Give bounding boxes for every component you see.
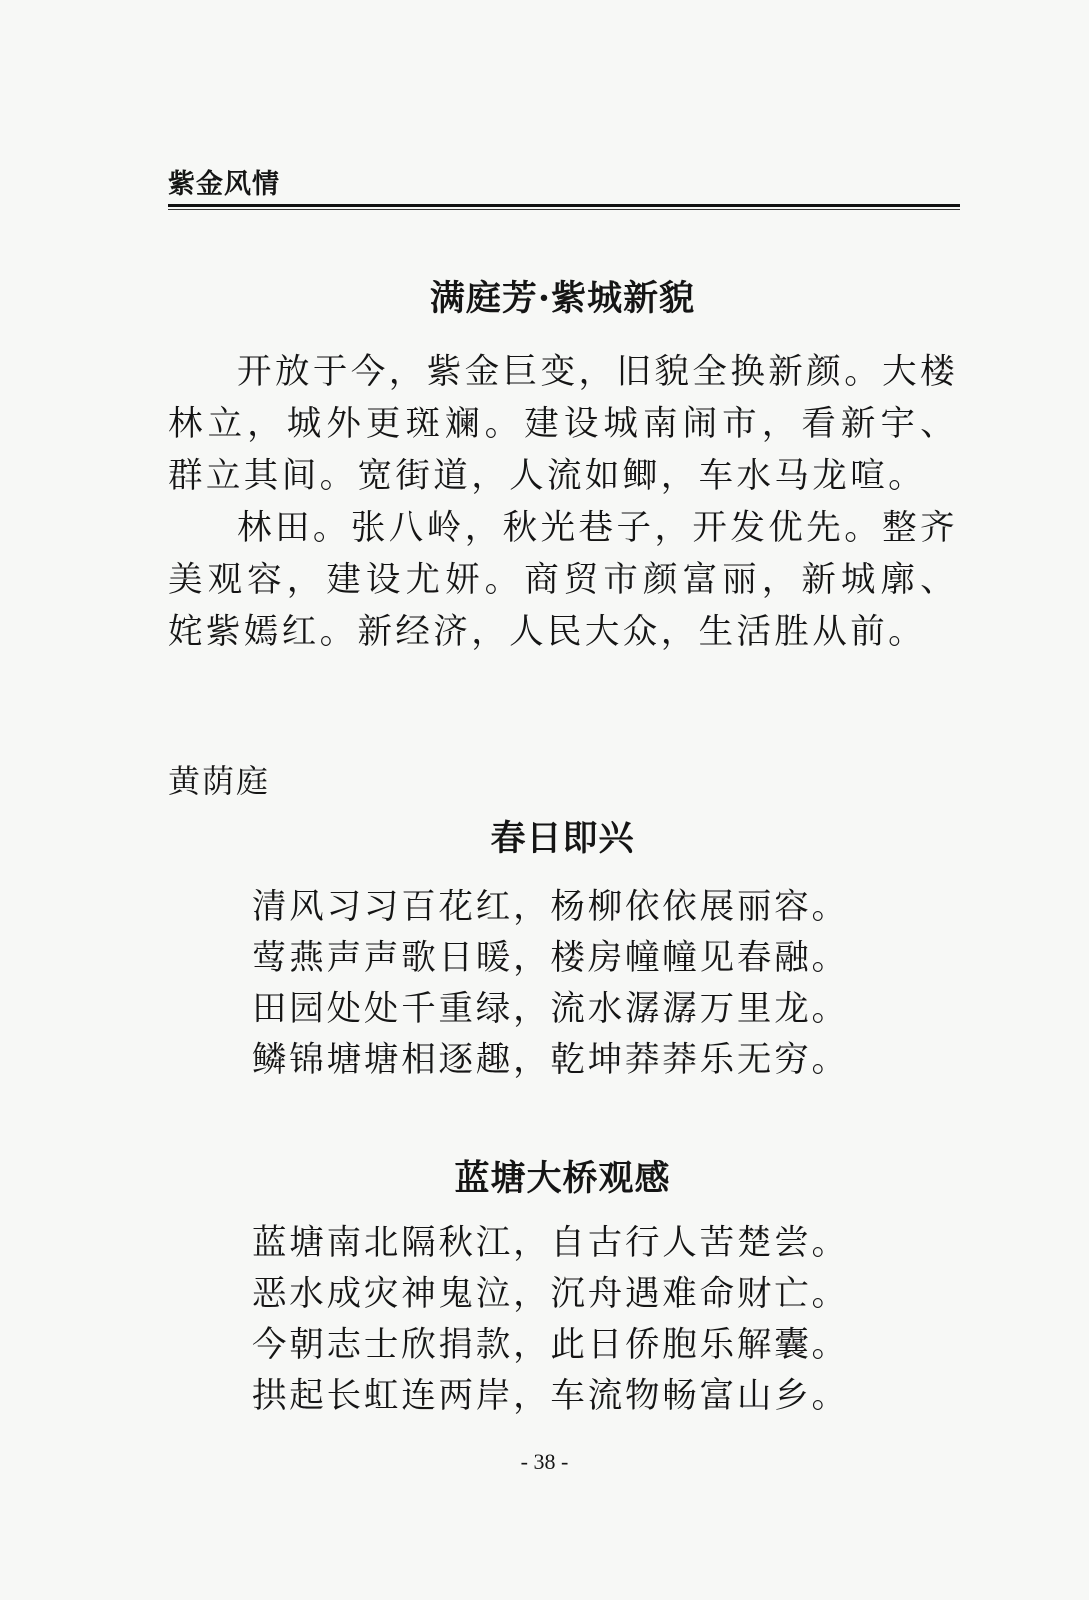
verse-line: 田园处处千重绿，流水潺潺万里龙。 bbox=[252, 989, 849, 1029]
section-title: 紫金风情 bbox=[168, 169, 280, 200]
poem-title: 蓝塘大桥观感 bbox=[454, 1158, 671, 1199]
poem-body bbox=[168, 346, 958, 658]
running-header bbox=[168, 168, 960, 210]
poem-title: 满庭芳·紫城新貌 bbox=[429, 278, 696, 319]
poem-body bbox=[252, 1218, 892, 1422]
verse-line: 蓝塘南北隔秋江，自古行人苦楚尝。 bbox=[252, 1223, 849, 1263]
verse-line: 恶水成灾神鬼泣，沉舟遇难命财亡。 bbox=[252, 1274, 849, 1314]
poem-title: 春日即兴 bbox=[490, 818, 635, 859]
poem-paragraph: 开放于今，紫金巨变，旧貌全换新颜。大楼林立，城外更斑斓。建设城南闹市，看新宇、群立其间。宽街道，人流如鲫，车水马龙喧。 bbox=[168, 352, 958, 496]
header-rule-thin bbox=[168, 209, 960, 210]
verse-line: 拱起长虹连两岸，车流物畅富山乡。 bbox=[252, 1376, 849, 1416]
poem-paragraph: 林田。张八岭，秋光巷子，开发优先。整齐美观容，建设尤妍。商贸市颜富丽，新城廓、姹紫嫣红。新经济，人民大众，生活胜从前。 bbox=[168, 508, 958, 652]
author-name: 黄荫庭 bbox=[168, 762, 271, 800]
page-number: - 38 - bbox=[520, 1449, 569, 1474]
verse-line: 鳞锦塘塘相逐趣，乾坤莽莽乐无穷。 bbox=[252, 1040, 849, 1080]
verse-line: 清风习习百花红，杨柳依依展丽容。 bbox=[252, 887, 849, 927]
verse-line: 今朝志士欣捐款，此日侨胞乐解囊。 bbox=[252, 1325, 849, 1365]
verse-line: 莺燕声声歌日暖，楼房幢幢见春融。 bbox=[252, 938, 849, 978]
header-rule bbox=[168, 204, 960, 207]
poem-body bbox=[252, 882, 892, 1086]
